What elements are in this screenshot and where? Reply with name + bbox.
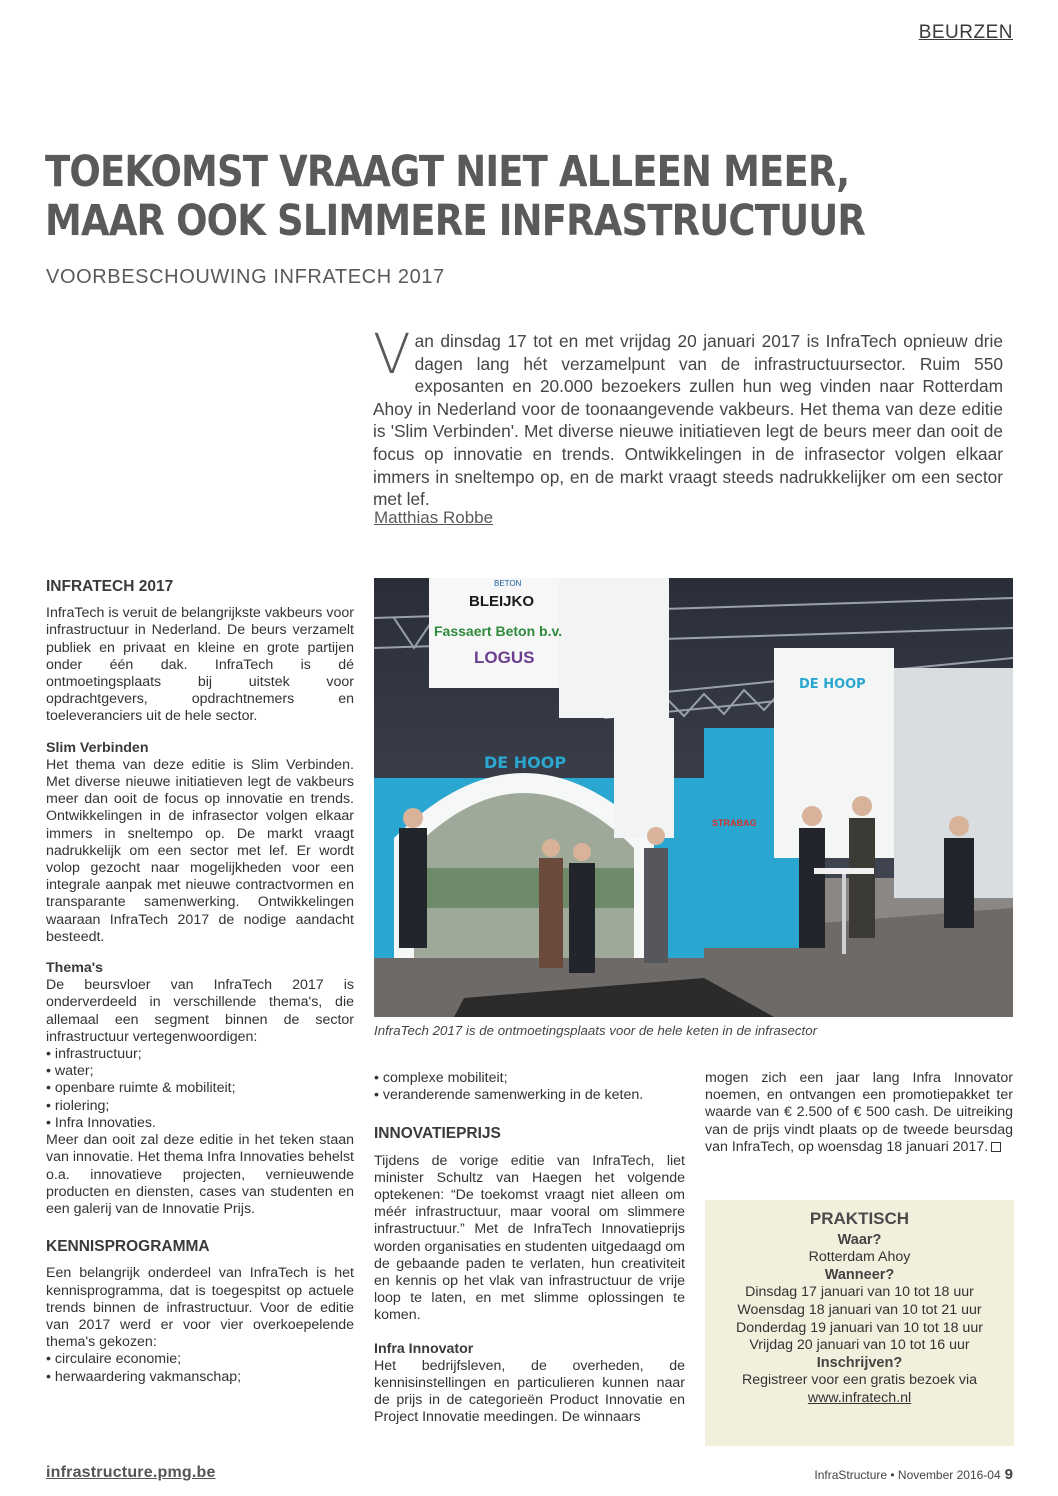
- intro-paragraph: [373, 322, 1003, 511]
- sign-beton: BETON: [494, 579, 522, 588]
- headline: [45, 148, 871, 246]
- intro-text: an dinsdag 17 tot en met vrijdag 20 januari 2017 is InfraTech opnieuw drie dagen lang hét verzamelpunt van de infrastructuursector. Ruim 550 exposanten en 20.000 bezoekers zullen hun weg vinden naar Rotterdam Ahoy in Nederland voor de toonaangevende vakbeurs. Het thema van deze editie is 'Slim Verbinden'. Met diverse nieuwe initiatieven legt de beurs meer dan ooit de focus op innovatie en trends. Ontwikkelingen in de infrasector volgen elkaar immers in sneltempo op, en de markt vraagt steeds nadrukkelijker om een sector met lef.: [373, 331, 1003, 510]
- waar-value: Rotterdam Ahoy: [808, 1249, 911, 1266]
- paragraph-kennisprogramma: Een belangrijk onderdeel van InfraTech is het kennisprogramma, dat is toegespitst op actuele trends binnen de infrastructuur. Voor de editie van 2017 werd er voor vier overkoepelende thema's gekozen:: [46, 1265, 354, 1351]
- drop-cap: V: [373, 322, 411, 386]
- heading-slim-verbinden: Slim Verbinden: [46, 739, 149, 756]
- inschrijven-label: Inschrijven?: [816, 1354, 903, 1371]
- list-item: • veranderende samenwerking in de keten.: [374, 1087, 685, 1104]
- footer-publication: [814, 1466, 1013, 1483]
- column-3: [705, 1070, 1013, 1156]
- paragraph-slim-verbinden: Het thema van deze editie is Slim Verbinden. Met diverse nieuwe initiatieven legt de vakbeurs meer dan ooit de focus op innovatie en trends. Ontwikkelingen in de infrasector volgen elkaar immers in sneltempo op. De markt vraagt nadrukkelijk om een sector met lef. Er wordt volop gezocht naar mogelijkheden voor een integrale aanpak met nieuwe contractvormen en transparante samenwerking. Ontwikkelingen waaraan InfraTech 2017 de nodige aandacht besteedt.: [46, 756, 354, 945]
- list-item: • openbare ruimte & mobiliteit;: [46, 1080, 354, 1097]
- sign-logus: LOGUS: [474, 648, 535, 667]
- paragraph-infratech: InfraTech is veruit de belangrijkste vakbeurs voor infrastructuur in Nederland. De beurs verzamelt publiek en privaat en kleine en grote partijen onder één dak. InfraTech is dé ontmoetingsplaats bij uitstek voor opdrachtgevers, opdrachtnemers en toeleveranciers uit de hele sector.: [46, 605, 354, 725]
- author-byline[interactable]: Matthias Robbe: [374, 508, 494, 527]
- sign-bleijko: BLEIJKO: [469, 593, 535, 610]
- wanneer-line: Dinsdag 17 januari van 10 tot 18 uur: [745, 1284, 974, 1301]
- list-item: • circulaire economie;: [46, 1351, 354, 1368]
- photo-caption: InfraTech 2017 is de ontmoetingsplaats voor de hele keten in de infrasector: [374, 1023, 818, 1038]
- paragraph-innovatie: Meer dan ooit zal deze editie in het teken staan van innovatie. Het thema Infra Innovaties behelst o.a. innovatieve projecten, vernieuwende producten en diensten, cases van studenten en een galerij van de Innovatie Prijs.: [46, 1132, 354, 1217]
- infratech-link[interactable]: www.infratech.nl: [807, 1389, 912, 1406]
- booth-illustration: [374, 578, 1013, 1017]
- paragraph-infra-innovator: Het bedrijfsleven, de overheden, de kennisinstellingen en particulieren kunnen naar de prijs in de categorieën Product Innovatie en Project Innovatie meedingen. De winnaars: [374, 1357, 685, 1426]
- footer-website-link[interactable]: infrastructure.pmg.be: [46, 1464, 216, 1481]
- sign-strabag: STRABAG: [712, 818, 757, 828]
- headline-line-1: TOEKOMST VRAAGT NIET ALLEEN MEER,: [45, 147, 850, 197]
- footer-issue: InfraStructure • November 2016-04: [814, 1468, 1001, 1482]
- end-of-article-icon: [991, 1142, 1001, 1152]
- themas-list: [46, 1046, 354, 1132]
- column-2: [374, 1070, 685, 1427]
- subtitle: VOORBESCHOUWING INFRATECH 2017: [46, 266, 445, 288]
- paragraph-themas: De beursvloer van InfraTech 2017 is onderverdeeld in verschillende thema's, die allemaal een segment binnen de sector infrastructuur vertegenwoordigen:: [46, 977, 354, 1045]
- list-item: • complexe mobiliteit;: [374, 1070, 685, 1087]
- headline-line-2: MAAR OOK SLIMMERE INFRASTRUCTUUR: [45, 196, 866, 246]
- wanneer-line: Woensdag 18 januari van 10 tot 21 uur: [737, 1301, 982, 1318]
- heading-infra-innovator: Infra Innovator: [374, 1340, 474, 1357]
- list-item: • water;: [46, 1063, 354, 1080]
- list-item: • riolering;: [46, 1098, 354, 1115]
- list-item: • infrastructuur;: [46, 1046, 354, 1063]
- wanneer-label: Wanneer?: [824, 1266, 895, 1283]
- page-number: 9: [1004, 1466, 1013, 1483]
- section-tag: BEURZEN: [918, 22, 1013, 43]
- sign-de-hoop: DE HOOP: [484, 753, 567, 772]
- praktisch-box: [705, 1200, 1014, 1446]
- praktisch-title: PRAKTISCH: [809, 1209, 910, 1228]
- kennis-list-continued: [374, 1070, 685, 1104]
- heading-themas: Thema's: [46, 960, 103, 977]
- wanneer-line: Donderdag 19 januari van 10 tot 18 uur: [736, 1319, 983, 1336]
- kennis-list: [46, 1351, 354, 1385]
- list-item: • Infra Innovaties.: [46, 1115, 354, 1132]
- paragraph-innovator-continued: [705, 1070, 1013, 1156]
- paragraph-innovatieprijs: Tijdens de vorige editie van InfraTech, liet minister Schultz van Haegen het volgende optekenen: “De toekomst vraagt niet alleen om méér infrastructuur, maar vooral om slimmere infrastructuur.” Met de InfraTech Innovatieprijs worden organisaties en studenten uitgedaagd om de gebaande paden te verlaten, hun creativiteit en kennis op het vlak van infrastructuur de vrije loop te laten, en met slimme oplossingen te komen.: [374, 1152, 685, 1324]
- waar-label: Waar?: [837, 1231, 882, 1248]
- sign-de-hoop-right: DE HOOP: [799, 677, 866, 692]
- inschrijven-text: Registreer voor een gratis bezoek via: [741, 1372, 977, 1389]
- wanneer-line: Vrijdag 20 januari van 10 tot 16 uur: [749, 1337, 970, 1354]
- heading-kennisprogramma: KENNISPROGRAMMA: [46, 1238, 210, 1256]
- paragraph-text: mogen zich een jaar lang Infra Innovator noemen, en ontvangen een promotiepakket ter waarde van € 2.500 of € 500 cash. De uitreiking van de prijs vindt plaats op de tweede beursdag van InfraTech, op woensdag 18 januari 2017.: [705, 1070, 1013, 1155]
- heading-innovatieprijs: INNOVATIEPRIJS: [374, 1125, 501, 1143]
- list-item: • herwaardering vakmanschap;: [46, 1369, 354, 1386]
- column-1: [46, 578, 354, 1386]
- heading-infratech-2017: INFRATECH 2017: [46, 578, 174, 595]
- sign-fassaert: Fassaert Beton b.v.: [434, 623, 563, 639]
- trade-fair-photo: [374, 578, 1013, 1017]
